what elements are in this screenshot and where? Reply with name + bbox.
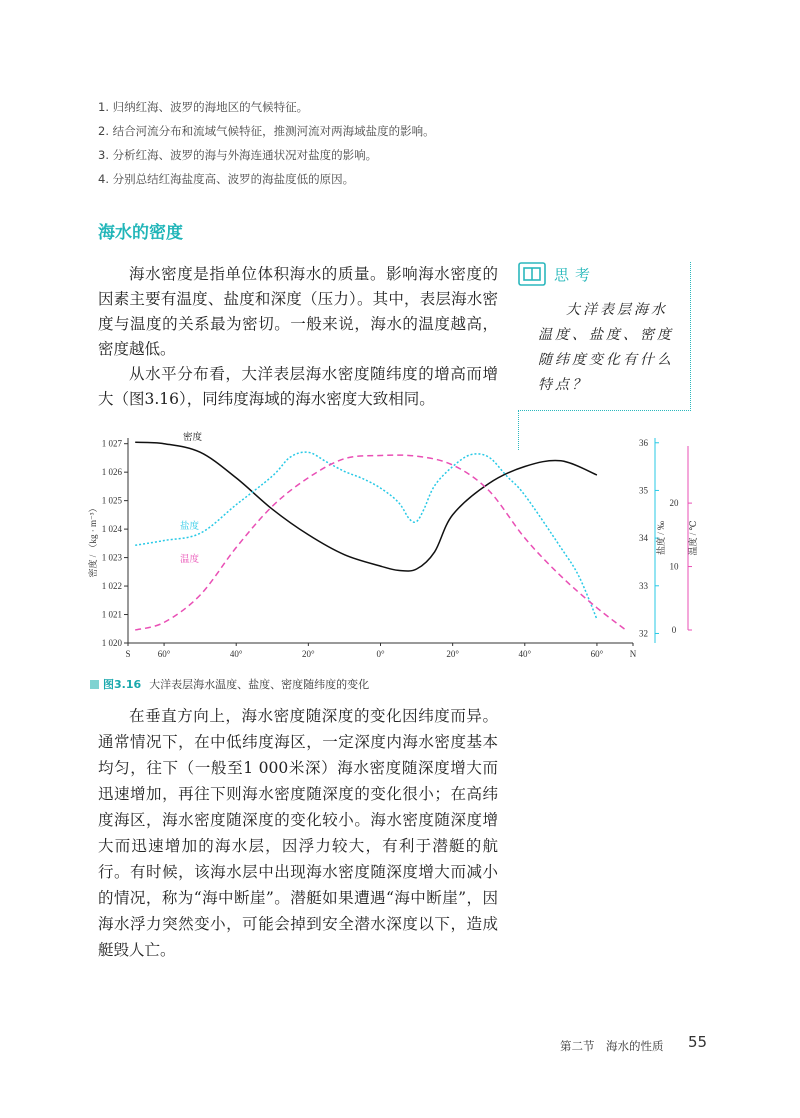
chart-figure-3-16 <box>88 428 698 668</box>
density-tick-label: 1 025 <box>101 495 122 506</box>
footer-section: 第二节 海水的性质 <box>560 1039 664 1053</box>
caption-number: 图3.16 <box>103 678 142 691</box>
salinity-tick-label: 33 <box>639 580 648 591</box>
temperature-tick-label: 20 <box>669 498 679 509</box>
salinity-label: 盐度 <box>180 522 200 532</box>
temperature-tick-label: 10 <box>669 561 679 572</box>
salinity-tick-label: 36 <box>639 437 648 448</box>
density-curve <box>135 442 597 571</box>
body-text-2 <box>98 703 498 963</box>
figure-caption <box>90 676 369 692</box>
paragraph: 在垂直方向上，海水密度随深度的变化因纬度而异。通常情况下，在中低纬度海区，一定深度内海水密度基本均匀，往下（一般至1 000米深）海水密度随深度增大而迅速增加，再往下则海水密度随深度的变化很小；在高纬度海区，海水密度随深度的变化较小。海水密度随深度增大而迅速增加的海水层，因浮力较大，有利于潜艇的航行。有时候，该海水层中出现海水密度随深度增大而减小的情况，称为“海中断崖”。潜艇如果遭遇“海中断崖”，因海水浮力突然变小，可能会掉到安全潜水深度以下，造成艇毁人亡。 <box>98 707 498 959</box>
x-tick-label: 40° <box>229 649 243 659</box>
x-tick-label: 0° <box>376 649 385 659</box>
density-label: 密度 <box>183 433 203 443</box>
section-title: 海水的密度 <box>98 223 183 243</box>
chart-labels <box>87 431 698 659</box>
salinity-tick-label: 34 <box>639 533 648 544</box>
density-tick-label: 1 024 <box>101 524 122 535</box>
x-tick-label: 60° <box>157 649 171 659</box>
density-axis-title: 密度 / （kg · m⁻³） <box>88 503 98 578</box>
temperature-curve <box>135 455 626 630</box>
paragraph: 从水平分布看，大洋表层海水密度随纬度的增高而增大（图3.16），同纬度海域的海水密度大致相同。 <box>98 365 498 408</box>
density-tick-label: 1 023 <box>101 552 122 563</box>
salinity-axis-title: 盐度 / ‰ <box>656 520 666 556</box>
page-number: 55 <box>688 1033 708 1051</box>
x-tick-label: 20° <box>302 649 315 659</box>
caption-text: 大洋表层海水温度、盐度、密度随纬度的变化 <box>149 678 370 691</box>
density-tick-label: 1 027 <box>101 438 122 449</box>
chart-curves <box>135 442 626 630</box>
x-tick-label: N <box>629 649 637 659</box>
question-item: 4. 分别总结红海盐度高、波罗的海盐度低的原因。 <box>98 172 355 186</box>
salinity-tick-label: 35 <box>639 485 648 496</box>
temperature-label: 温度 <box>180 555 200 565</box>
think-label: 思考 <box>554 266 597 284</box>
question-item: 3. 分析红海、波罗的海与外海连通状况对盐度的影响。 <box>98 148 378 162</box>
x-tick-label: 20° <box>446 649 459 659</box>
body-text-1 <box>98 262 498 412</box>
think-question: 大洋表层海水温度、盐度、密度随纬度变化有什么特点？ <box>538 302 674 393</box>
salinity-curve <box>135 452 597 619</box>
salinity-tick-label: 32 <box>639 628 648 639</box>
x-tick-label: S <box>125 649 131 659</box>
temperature-tick-label: 0 <box>671 625 677 635</box>
think-icon <box>518 262 546 286</box>
question-item: 1. 归纳红海、波罗的海地区的气候特征。 <box>98 100 309 114</box>
paragraph: 海水密度是指单位体积海水的质量。影响海水密度的因素主要有温度、盐度和深度（压力）。其中，表层海水密度与温度的关系最为密切。一般来说，海水的温度越高，密度越低。 <box>98 265 498 358</box>
temperature-axis-title: 温度 / ℃ <box>688 520 698 556</box>
density-tick-label: 1 021 <box>101 609 122 620</box>
caption-marker <box>90 680 99 689</box>
question-list <box>98 95 435 191</box>
x-tick-label: 40° <box>518 649 532 659</box>
density-tick-label: 1 026 <box>101 467 122 478</box>
x-tick-label: 60° <box>590 649 604 659</box>
question-item: 2. 结合河流分布和流域气候特征，推测河流对两海域盐度的影响。 <box>98 124 435 138</box>
density-tick-label: 1 020 <box>101 638 122 648</box>
density-tick-label: 1 022 <box>101 581 122 592</box>
